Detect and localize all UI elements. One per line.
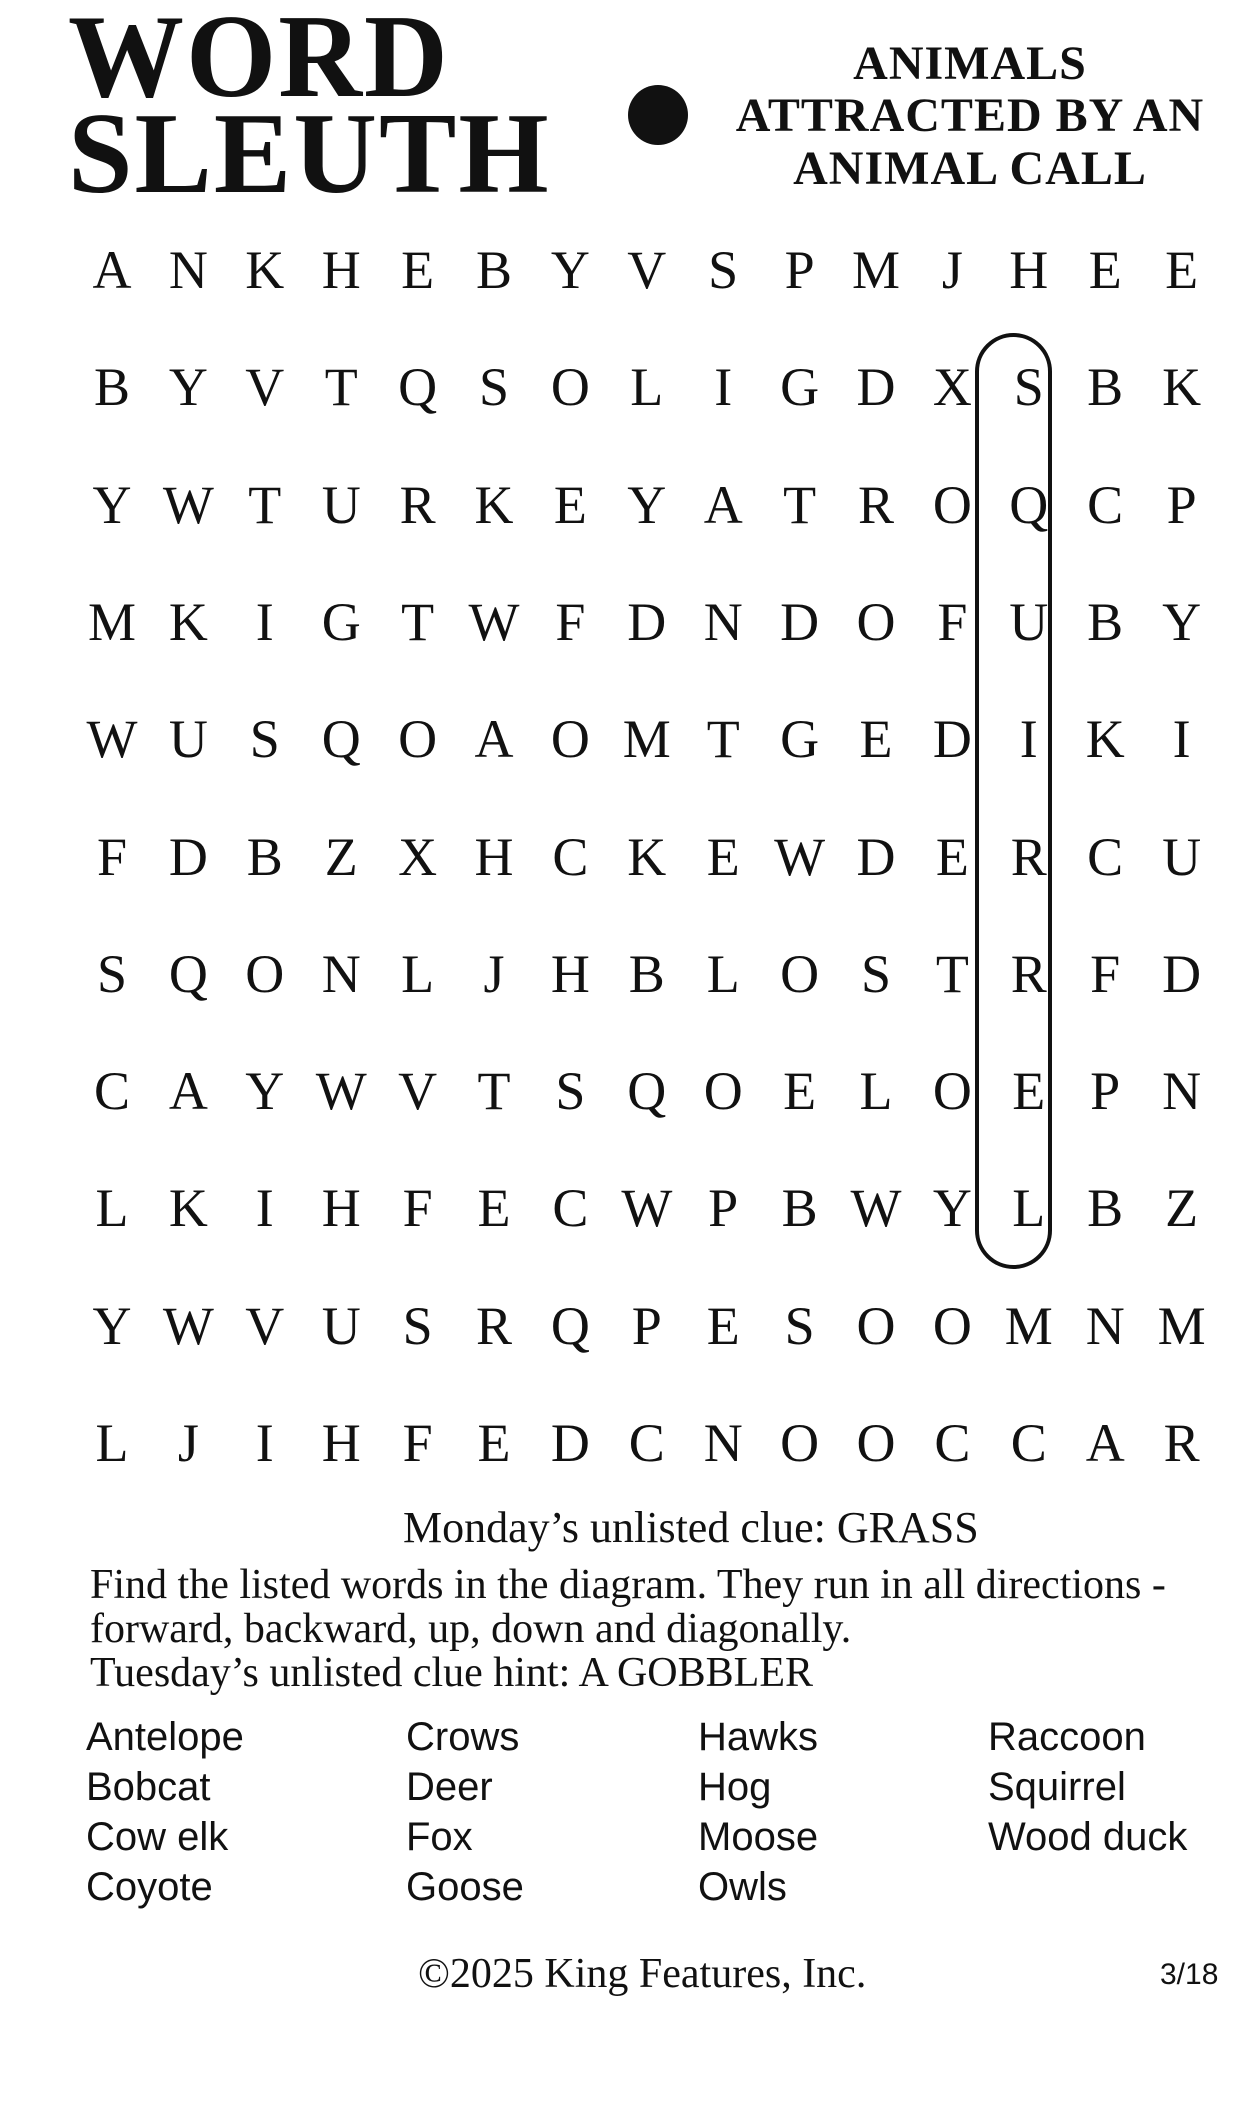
grid-letter: V	[398, 1061, 438, 1122]
grid-letter: D	[168, 826, 208, 887]
grid-letter: U	[1009, 591, 1049, 652]
grid-letter: K	[245, 240, 285, 300]
title-sleuth: SLEUTH	[68, 90, 551, 218]
grid-letter: I	[1172, 709, 1191, 770]
grid-letter: E	[706, 1295, 740, 1356]
grid-letter: K	[168, 1178, 208, 1239]
grid-letter: A	[703, 474, 743, 535]
instructions-line-1: Find the listed words in the diagram. They run in all directions -	[90, 1562, 1166, 1608]
grid-letter: H	[474, 826, 514, 887]
instructions-line-2: forward, backward, up, down and diagonally.	[90, 1606, 852, 1652]
grid-letter: R	[1010, 943, 1047, 1004]
grid-letter: I	[255, 591, 274, 652]
grid-letter: C	[1087, 474, 1124, 535]
grid-letter: K	[168, 591, 208, 652]
grid-letter: K	[1162, 357, 1202, 418]
grid-letter: C	[934, 1413, 971, 1473]
grid-letter: E	[1012, 1061, 1046, 1122]
grid-letter: O	[780, 943, 820, 1004]
grid-letter: X	[932, 357, 972, 418]
grid-letter: T	[248, 474, 282, 535]
grid-letter: K	[1085, 709, 1125, 770]
grid-letter: M	[622, 709, 671, 770]
grid-letter: R	[857, 474, 895, 535]
grid-letter: C	[1010, 1413, 1047, 1473]
grid-letter: Q	[1009, 474, 1049, 535]
grid-letter: A	[168, 1061, 208, 1122]
grid-letter: C	[1087, 826, 1124, 887]
grid-letter: Z	[1165, 1178, 1199, 1239]
grid-letter: C	[552, 826, 589, 887]
copyright: ©2025 King Features, Inc.	[418, 1951, 867, 1997]
grid-letter: N	[1085, 1295, 1125, 1356]
grid-letter: B	[1087, 357, 1124, 418]
grid-letter: E	[935, 826, 969, 887]
word-list-item: Coyote	[86, 1865, 213, 1909]
grid-letter: D	[856, 357, 896, 418]
word-list-item: Raccoon	[988, 1715, 1146, 1759]
grid-letter: E	[477, 1413, 511, 1473]
puzzle-date: 3/18	[1160, 1958, 1219, 1991]
grid-letter: O	[932, 1295, 972, 1356]
grid-letter: B	[1087, 1178, 1124, 1239]
grid-letter: G	[780, 357, 820, 418]
grid-letter: Y	[245, 1061, 285, 1122]
grid-letter: F	[1090, 943, 1121, 1004]
grid-letter: Y	[92, 474, 132, 535]
grid-letter: V	[627, 240, 667, 300]
word-list-item: Squirrel	[988, 1765, 1126, 1809]
word-list-item: Hawks	[698, 1715, 819, 1759]
grid-letter: G	[780, 709, 820, 770]
grid-letter: S	[478, 357, 510, 418]
grid-letter: S	[249, 709, 280, 770]
grid-letter: B	[93, 357, 131, 418]
grid-letter: N	[168, 240, 208, 300]
grid-letter: T	[401, 591, 435, 652]
grid-letter: O	[398, 709, 438, 770]
word-list-item: Bobcat	[86, 1765, 211, 1809]
grid-letter: H	[321, 1413, 361, 1473]
grid-letter: Y	[168, 357, 208, 418]
grid-letter: L	[859, 1061, 893, 1122]
grid-letter: O	[856, 1413, 896, 1473]
grid-letter: D	[780, 591, 820, 652]
grid-letter: A	[92, 240, 132, 300]
grid-letter: E	[477, 1178, 511, 1239]
grid-letter: D	[932, 709, 972, 770]
grid-letter: W	[315, 1061, 367, 1122]
grid-letter: I	[714, 357, 733, 418]
grid-letter: B	[475, 240, 513, 300]
grid-letter: S	[860, 943, 892, 1004]
word-list-column-4	[988, 1712, 1187, 1862]
grid-letter: B	[781, 1178, 818, 1239]
grid-letter: P	[1090, 1061, 1121, 1122]
grid-letter: P	[1166, 474, 1197, 535]
grid-letter: F	[555, 591, 586, 652]
grid-letter: M	[1004, 1295, 1053, 1356]
grid-letter: E	[706, 826, 740, 887]
grid-letter: R	[399, 474, 436, 535]
grid-letter: S	[708, 240, 739, 300]
theme-line-2: ATTRACTED BY AN	[735, 89, 1205, 142]
grid-letter: D	[627, 591, 667, 652]
grid-letter: I	[255, 1413, 274, 1473]
word-list-item: Goose	[406, 1865, 524, 1909]
grid-letter: L	[401, 943, 435, 1004]
grid-letter: Y	[550, 240, 590, 300]
grid-letter: P	[631, 1295, 662, 1356]
grid-letter: V	[245, 357, 285, 418]
grid-letter: M	[851, 240, 900, 300]
grid-letter: Y	[92, 1295, 132, 1356]
grid-letter: N	[321, 943, 361, 1004]
grid-letter: Q	[627, 1061, 667, 1122]
grid-letter: D	[1162, 943, 1202, 1004]
grid-letter: C	[628, 1413, 665, 1473]
word-list-item: Hog	[698, 1765, 772, 1809]
grid-letter: Q	[398, 357, 438, 418]
grid-letter: J	[941, 240, 963, 300]
grid-letter: B	[1087, 591, 1124, 652]
grid-letter: W	[162, 1295, 214, 1356]
grid-letter: W	[621, 1178, 673, 1239]
grid-letter: V	[245, 1295, 285, 1356]
word-list-item: Wood duck	[988, 1815, 1188, 1859]
grid-letter: K	[474, 474, 514, 535]
grid-letter: F	[937, 591, 968, 652]
grid-letter: U	[321, 1295, 361, 1356]
grid-letter: R	[475, 1295, 513, 1356]
grid-letter: F	[402, 1413, 433, 1473]
word-list-column-3	[698, 1712, 818, 1912]
grid-letter: E	[783, 1061, 817, 1122]
grid-letter: W	[850, 1178, 902, 1239]
word-list-item: Owls	[698, 1865, 787, 1909]
grid-letter: T	[324, 357, 358, 418]
grid-letter: L	[95, 1413, 129, 1473]
grid-letter: E	[401, 240, 435, 300]
grid-letter: S	[555, 1061, 586, 1122]
grid-letter: D	[550, 1413, 590, 1473]
word-list-column-2	[406, 1712, 524, 1912]
grid-letter: G	[321, 591, 361, 652]
grid-letter: L	[706, 943, 740, 1004]
grid-letter: P	[784, 240, 815, 300]
grid-letter: P	[708, 1178, 739, 1239]
word-list-item: Moose	[698, 1815, 819, 1859]
grid-letter: U	[168, 709, 208, 770]
grid-letter: A	[474, 709, 514, 770]
grid-letter: W	[86, 709, 138, 770]
grid-letter: D	[856, 826, 896, 887]
grid-letter: W	[468, 591, 520, 652]
grid-letter: N	[1162, 1061, 1202, 1122]
grid-letter: S	[96, 943, 128, 1004]
grid-letter: O	[780, 1413, 820, 1473]
grid-letter: F	[402, 1178, 433, 1239]
grid-letter: E	[1088, 240, 1122, 300]
grid-letter: R	[1010, 826, 1047, 887]
grid-letter: Y	[627, 474, 667, 535]
grid-letter: H	[321, 1178, 361, 1239]
grid-letter: F	[96, 826, 128, 887]
grid-letter: T	[783, 474, 817, 535]
grid-letter: Q	[550, 1295, 590, 1356]
grid-letter: C	[93, 1061, 131, 1122]
grid-letter: Q	[321, 709, 361, 770]
word-list-item: Cow elk	[86, 1815, 229, 1859]
grid-letter: H	[1009, 240, 1049, 300]
grid-letter: M	[1157, 1295, 1206, 1356]
grid-letter: T	[477, 1061, 511, 1122]
grid-letter: O	[245, 943, 285, 1004]
grid-letter: L	[630, 357, 664, 418]
grid-letter: E	[859, 709, 893, 770]
title-word: WORD	[68, 0, 450, 123]
grid-letter: X	[398, 826, 438, 887]
grid-letter: A	[1085, 1413, 1125, 1473]
grid-letter: K	[627, 826, 667, 887]
grid-letter: L	[1012, 1178, 1046, 1239]
grid-letter: E	[1165, 240, 1199, 300]
grid-letter: N	[703, 591, 743, 652]
grid-letter: Y	[1162, 591, 1202, 652]
grid-letter: O	[550, 709, 590, 770]
grid-letter: S	[402, 1295, 433, 1356]
grid-letter: B	[246, 826, 283, 887]
grid-letter: L	[95, 1178, 129, 1239]
grid-letter: W	[162, 474, 214, 535]
grid-letter: S	[1013, 357, 1044, 418]
grid-letter: Y	[932, 1178, 972, 1239]
grid-letter: U	[1162, 826, 1202, 887]
grid-letter: O	[932, 1061, 972, 1122]
grid-letter: U	[321, 474, 361, 535]
grid-letter: M	[87, 591, 136, 652]
grid-letter: Q	[168, 943, 208, 1004]
instructions	[90, 1563, 1210, 1695]
grid-letter: T	[706, 709, 740, 770]
grid-letter: E	[553, 474, 587, 535]
word-list-item: Antelope	[86, 1715, 244, 1759]
grid-letter: O	[550, 357, 590, 418]
grid-letter: I	[255, 1178, 274, 1239]
grid-letter: R	[1163, 1413, 1200, 1473]
word-list-item: Crows	[406, 1715, 520, 1759]
grid-letter: J	[177, 1413, 199, 1473]
grid-letter: O	[703, 1061, 743, 1122]
grid-letter: O	[856, 591, 896, 652]
monday-unlisted-clue: Monday’s unlisted clue: GRASS	[403, 1503, 979, 1552]
word-list-item: Deer	[406, 1765, 493, 1809]
grid-letter: T	[935, 943, 969, 1004]
grid-letter: O	[932, 474, 972, 535]
grid-letter: Z	[324, 826, 358, 887]
theme-line-3: ANIMAL CALL	[793, 142, 1147, 195]
grid-letter: O	[856, 1295, 896, 1356]
grid-letter: H	[550, 943, 590, 1004]
grid-letter: B	[628, 943, 665, 1004]
grid-letter: I	[1019, 709, 1038, 770]
grid-letter: H	[321, 240, 361, 300]
word-list-column-1	[86, 1712, 244, 1912]
grid-letter: C	[552, 1178, 589, 1239]
theme-line-1: ANIMALS	[853, 37, 1087, 90]
grid-letter: J	[483, 943, 505, 1004]
grid-letter: N	[703, 1413, 743, 1473]
grid-letter: W	[774, 826, 826, 887]
word-list-item: Fox	[406, 1815, 473, 1859]
tuesday-clue-hint: Tuesday’s unlisted clue hint: A GOBBLER	[90, 1650, 813, 1696]
grid-letter: S	[784, 1295, 815, 1356]
